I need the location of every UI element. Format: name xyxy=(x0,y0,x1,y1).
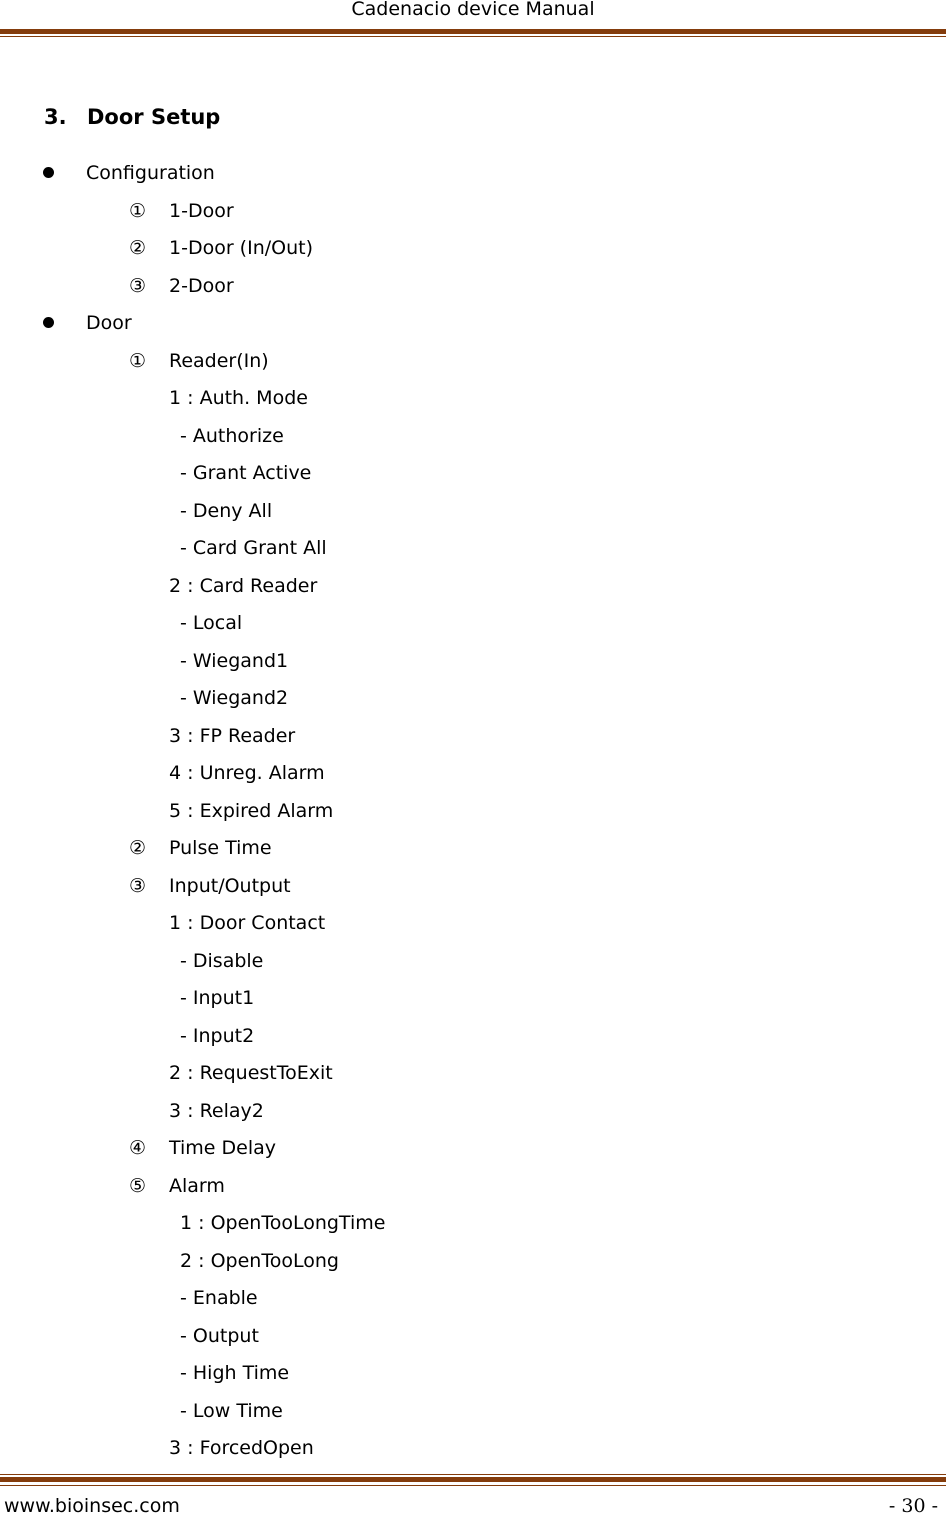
auth-mode-option: - Authorize xyxy=(180,425,284,447)
open-too-long-option: - Enable xyxy=(180,1287,258,1309)
circled-number-icon: ② xyxy=(129,237,147,259)
door-contact-option: - Input2 xyxy=(180,1025,255,1047)
reader-heading: Reader(In) xyxy=(169,350,269,372)
section-title xyxy=(44,104,220,130)
footer-rule-thick xyxy=(0,1477,946,1482)
section-number: 3. xyxy=(44,105,67,129)
circled-number-icon: ① xyxy=(129,350,147,372)
footer-website: www.bioinsec.com xyxy=(4,1495,180,1517)
alarm-heading: Alarm xyxy=(169,1175,225,1197)
config-option: 1-Door (In/Out) xyxy=(169,237,313,259)
auth-mode-option: - Card Grant All xyxy=(180,537,327,559)
circled-number-icon: ③ xyxy=(129,275,147,297)
open-too-long-time-item: 1 : OpenTooLongTime xyxy=(180,1212,386,1234)
expired-alarm-item: 5 : Expired Alarm xyxy=(169,800,334,822)
open-too-long-item: 2 : OpenTooLong xyxy=(180,1250,339,1272)
card-reader-option: - Wiegand1 xyxy=(180,650,289,672)
open-too-long-option: - Low Time xyxy=(180,1400,283,1422)
footer-rule-hair xyxy=(0,1485,946,1486)
bullet-icon xyxy=(43,317,54,328)
circled-number-icon: ⑤ xyxy=(129,1175,147,1197)
circled-number-icon: ① xyxy=(129,200,147,222)
section-title-text: Door Setup xyxy=(87,105,221,129)
fp-reader-item: 3 : FP Reader xyxy=(169,725,296,747)
auth-mode-option: - Grant Active xyxy=(180,462,312,484)
footer-rule-thin xyxy=(0,1474,946,1475)
circled-number-icon: ④ xyxy=(129,1137,147,1159)
circled-number-icon: ③ xyxy=(129,875,147,897)
door-contact-option: - Disable xyxy=(180,950,264,972)
door-contact-item: 1 : Door Contact xyxy=(169,912,326,934)
relay2-item: 3 : Relay2 xyxy=(169,1100,264,1122)
auth-mode-item: 1 : Auth. Mode xyxy=(169,387,308,409)
request-to-exit-item: 2 : RequestToExit xyxy=(169,1062,333,1084)
time-delay-heading: Time Delay xyxy=(169,1137,277,1159)
card-reader-option: - Wiegand2 xyxy=(180,687,289,709)
forced-open-item: 3 : ForcedOpen xyxy=(169,1437,314,1459)
config-option: 1-Door xyxy=(169,200,234,222)
input-output-heading: Input/Output xyxy=(169,875,291,897)
circled-number-icon: ② xyxy=(129,837,147,859)
open-too-long-option: - High Time xyxy=(180,1362,290,1384)
bullet-icon xyxy=(43,167,54,178)
unreg-alarm-item: 4 : Unreg. Alarm xyxy=(169,762,325,784)
footer-page-number: - 30 - xyxy=(888,1495,938,1517)
configuration-heading: Configuration xyxy=(86,162,215,184)
config-option: 2-Door xyxy=(169,275,234,297)
door-contact-option: - Input1 xyxy=(180,987,255,1009)
door-heading: Door xyxy=(86,312,132,334)
open-too-long-option: - Output xyxy=(180,1325,259,1347)
page-header: Cadenacio device Manual xyxy=(351,0,595,20)
pulse-time-heading: Pulse Time xyxy=(169,837,272,859)
auth-mode-option: - Deny All xyxy=(180,500,273,522)
card-reader-item: 2 : Card Reader xyxy=(169,575,318,597)
card-reader-option: - Local xyxy=(180,612,243,634)
